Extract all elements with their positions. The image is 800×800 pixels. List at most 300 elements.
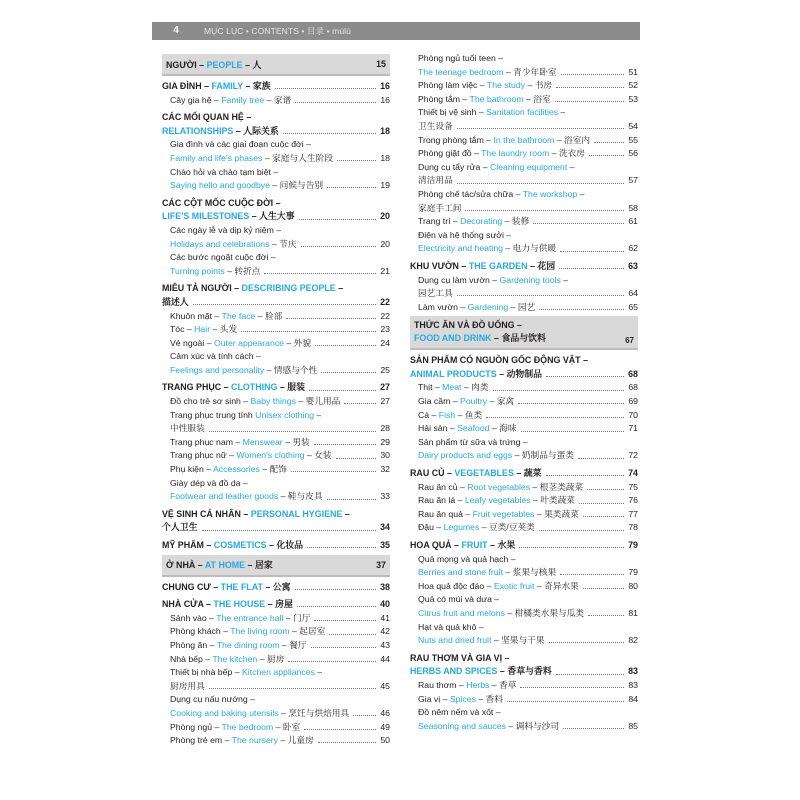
entry-text: Phòng chế tác/sửa chữa –: [418, 188, 523, 199]
toc-entry[interactable]: [410, 481, 638, 495]
toc-entry[interactable]: [162, 490, 390, 504]
entry-label: [170, 436, 310, 450]
toc-entry[interactable]: [162, 463, 390, 477]
entry-label: [162, 508, 350, 522]
entry-label: [170, 612, 310, 626]
entry-text: –: [558, 107, 566, 118]
page-ref: 77: [628, 508, 638, 519]
english-term: FOOD AND DRINK: [414, 333, 492, 344]
entry-text: – 节庆: [269, 238, 297, 249]
toc-entry[interactable]: [162, 436, 390, 450]
toc-entry[interactable]: [410, 134, 638, 148]
dot-leader: [327, 499, 376, 500]
entry-label: [418, 693, 503, 707]
toc-heading: [410, 652, 638, 666]
dot-leader: [315, 345, 376, 346]
entry-label: [170, 693, 255, 707]
dot-leader: [520, 687, 624, 688]
entry-label: [418, 174, 453, 188]
entry-text: – 儿童房: [278, 735, 314, 746]
page-ref: 64: [628, 288, 638, 299]
toc-entry[interactable]: [162, 395, 390, 409]
english-term: PEOPLE: [206, 59, 243, 70]
toc-entry[interactable]: [410, 174, 638, 188]
entry-label: [170, 409, 321, 423]
entry-label: [418, 634, 545, 648]
entry-label: [170, 707, 349, 721]
entry-label: [418, 607, 584, 621]
dot-leader: [329, 634, 376, 635]
page-ref: 37: [376, 559, 386, 570]
entry-text: Điện và hệ thống sưởi –: [418, 229, 512, 240]
entry-label: [410, 539, 515, 553]
toc-entry[interactable]: [162, 721, 390, 735]
toc-entry[interactable]: [410, 634, 638, 648]
toc-entry: [162, 350, 390, 364]
entry-text: – 柑橘类水果与瓜类: [504, 607, 585, 618]
dot-leader: [555, 101, 624, 102]
dot-leader: [583, 516, 624, 517]
entry-label: [410, 354, 588, 368]
entry-text: Rau ăn củ –: [418, 481, 468, 492]
page-ref: 15: [376, 59, 386, 69]
entry-text: – 烹饪与烘焙用具: [278, 707, 350, 718]
entry-text: – 脸部: [255, 310, 283, 321]
toc-entry[interactable]: [410, 147, 638, 161]
toc-entry[interactable]: [410, 422, 638, 436]
page-ref: 67: [625, 336, 634, 346]
toc-entry[interactable]: [410, 395, 638, 409]
english-term: DESCRIBING PEOPLE: [241, 283, 336, 294]
dot-leader: [314, 444, 376, 445]
toc-entry[interactable]: [410, 580, 638, 594]
entry-text: – 海味: [489, 423, 517, 434]
english-term: LIFE'S MILESTONES: [162, 211, 250, 222]
entry-text: 中性服装: [170, 423, 205, 434]
toc-entry[interactable]: [162, 152, 390, 166]
english-term: Meat: [442, 382, 462, 393]
entry-text: Rau thơm –: [418, 679, 467, 690]
page-ref: 32: [380, 464, 390, 475]
toc-entry[interactable]: [410, 242, 638, 256]
toc-entry[interactable]: [162, 337, 390, 351]
english-term: HERBS AND SPICES: [410, 666, 498, 677]
english-term: Poultry: [460, 396, 488, 407]
entry-text: Hạt và quả khô –: [418, 621, 484, 632]
entry-label: [170, 449, 332, 463]
dot-leader: [533, 223, 624, 224]
entry-text: – 叶类蔬菜: [530, 495, 575, 506]
dot-leader: [321, 372, 376, 373]
entry-text: – 转折点: [224, 265, 261, 276]
english-term: Accessories: [213, 464, 260, 475]
dot-leader: [318, 742, 376, 743]
page-ref: 69: [628, 396, 638, 407]
entry-label: [162, 598, 293, 612]
entry-label: [170, 639, 307, 653]
english-term: Menswear: [242, 436, 283, 447]
entry-label: [418, 161, 575, 175]
toc-heading[interactable]: [410, 665, 638, 679]
toc-entry[interactable]: [410, 607, 638, 621]
header-title: MỤC LỤC • CONTENTS • 目录 • mùlù: [204, 26, 351, 36]
toc-entry[interactable]: [162, 680, 390, 694]
dot-leader: [507, 701, 624, 702]
toc-heading[interactable]: [162, 598, 390, 612]
entry-text: – 根茎类蔬菜: [530, 481, 584, 492]
english-term: The kitchen: [212, 653, 258, 664]
toc-heading[interactable]: [162, 539, 390, 553]
entry-label: [162, 125, 279, 139]
toc-entry[interactable]: [162, 653, 390, 667]
entry-text: 家庭手工间: [418, 202, 462, 213]
entry-text: Thiết bị vệ sinh –: [418, 107, 487, 118]
english-term: RELATIONSHIPS: [162, 125, 234, 136]
english-term: Seasoning and sauces: [418, 720, 506, 731]
english-term: Footwear and leather goods: [170, 491, 279, 502]
entry-label: [418, 566, 556, 580]
english-term: CLOTHING: [231, 382, 278, 393]
toc-entry[interactable]: [162, 238, 390, 252]
entry-text: Các ngày lễ và dịp kỷ niệm –: [170, 224, 282, 235]
english-term: The bathroom: [469, 93, 524, 104]
entry-text: – 豆类/豆荚类: [479, 522, 535, 533]
page-ref: 30: [380, 450, 390, 461]
page-header-bar: [152, 22, 640, 40]
entry-text: Gia vị –: [418, 693, 450, 704]
entry-label: [418, 134, 590, 148]
page-ref: 16: [380, 94, 390, 105]
english-term: ANIMAL PRODUCTS: [410, 368, 497, 379]
entry-label: [410, 665, 552, 679]
toc-entry[interactable]: [410, 66, 638, 80]
english-term: Root vegetables: [467, 481, 531, 492]
dot-leader: [556, 87, 624, 88]
entry-text: –: [342, 508, 350, 519]
toc-column-left: [162, 52, 390, 748]
toc-entry: [410, 553, 638, 567]
page-ref: 33: [380, 491, 390, 502]
english-term: Decorating: [460, 216, 503, 227]
entry-text: – 香草与香料: [497, 666, 552, 677]
english-term: Holidays and celebrations: [170, 238, 270, 249]
entry-text: – 头发: [210, 324, 238, 335]
entry-text: –: [335, 283, 344, 294]
dot-leader: [295, 589, 376, 590]
toc-heading: [410, 354, 638, 368]
toc-heading[interactable]: [162, 381, 390, 395]
entry-text: – 鱼类: [455, 409, 483, 420]
entry-text: – 人际关系: [233, 125, 279, 136]
page-ref: 50: [380, 735, 390, 746]
toc-entry: [162, 251, 390, 265]
page-ref: 29: [380, 436, 390, 447]
dot-leader: [301, 246, 376, 247]
entry-label: [170, 166, 278, 180]
dot-leader: [291, 471, 376, 472]
english-term: The workshop: [522, 188, 578, 199]
toc-entry: [162, 166, 390, 180]
toc-entry: [410, 106, 638, 120]
toc-entry[interactable]: [162, 625, 390, 639]
english-term: The dining room: [216, 639, 280, 650]
dot-leader: [518, 403, 624, 404]
toc-entry[interactable]: [410, 494, 638, 508]
toc-entry[interactable]: [162, 707, 390, 721]
entry-text: Cảm xúc và tính cách –: [170, 351, 261, 362]
toc-entry[interactable]: [162, 449, 390, 463]
english-term: The teenage bedroom: [418, 66, 504, 77]
page-ref: 68: [628, 382, 638, 393]
page-ref: 45: [380, 680, 390, 691]
toc-entry[interactable]: [162, 639, 390, 653]
english-term: Saying hello and goodbye: [170, 180, 270, 191]
entry-label: [418, 494, 575, 508]
toc-heading[interactable]: [162, 210, 390, 224]
page-ref: 82: [628, 635, 638, 646]
page-ref: 74: [628, 468, 638, 479]
toc-entry[interactable]: [410, 409, 638, 423]
english-term: Women's clothing: [236, 450, 305, 461]
entry-label: [162, 210, 295, 224]
toc-entry[interactable]: [410, 566, 638, 580]
entry-label: [418, 720, 559, 734]
toc-heading: [162, 111, 390, 125]
page-ref: 21: [380, 265, 390, 276]
entry-text: Đậu –: [418, 522, 444, 533]
dot-leader: [561, 74, 624, 75]
page-ref: 16: [380, 81, 390, 91]
toc-heading[interactable]: [410, 368, 638, 382]
toc-entry: [410, 188, 638, 202]
toc-entry[interactable]: [162, 364, 390, 378]
english-term: Nuts and dried fruit: [418, 635, 492, 646]
toc-entry[interactable]: [410, 120, 638, 134]
toc-heading[interactable]: [162, 80, 390, 94]
entry-text: 清洁用品: [418, 175, 453, 186]
toc-entry[interactable]: [162, 612, 390, 626]
entry-label: [170, 490, 323, 504]
toc-entry[interactable]: [162, 323, 390, 337]
entry-text: Quả mọng và quả hạch –: [418, 553, 516, 564]
toc-entry[interactable]: [162, 179, 390, 193]
toc-entry: [162, 224, 390, 238]
entry-text: RAU THƠM VÀ GIA VỊ –: [410, 652, 510, 663]
entry-text: – 餐厅: [279, 639, 307, 650]
english-term: Kitchen appliances: [241, 667, 315, 678]
toc-entry[interactable]: [410, 301, 638, 315]
entry-label: [418, 93, 551, 107]
entry-label: [418, 409, 482, 423]
toc-entry[interactable]: [162, 310, 390, 324]
dot-leader: [457, 295, 624, 296]
english-term: Electricity and heating: [418, 243, 503, 254]
page-ref: 19: [380, 180, 390, 191]
toc-entry[interactable]: [410, 79, 638, 93]
entry-label: [418, 395, 514, 409]
entry-text: Dụng cụ nấu nướng –: [170, 694, 255, 705]
toc-entry[interactable]: [410, 449, 638, 463]
entry-label: [170, 422, 205, 436]
toc-entry[interactable]: [410, 521, 638, 535]
toc-entry[interactable]: [410, 202, 638, 216]
entry-text: – 果类蔬菜: [534, 508, 579, 519]
dot-leader: [288, 661, 376, 662]
english-term: The nursery: [231, 735, 279, 746]
entry-label: [418, 215, 529, 229]
toc-entry[interactable]: [162, 734, 390, 748]
entry-label: [170, 251, 276, 265]
entry-text: – 浆果与核果: [503, 567, 557, 578]
entry-text: Khuôn mặt –: [170, 310, 222, 321]
dot-leader: [588, 615, 624, 616]
entry-text: Sản phẩm từ sữa và trứng –: [418, 436, 528, 447]
entry-text: – 青少年卧室: [503, 66, 557, 77]
entry-label: [418, 553, 516, 567]
toc-entry: [410, 229, 638, 243]
entry-label: [418, 274, 568, 288]
toc-heading[interactable]: [410, 539, 638, 553]
entry-text: Đồ nêm nếm và xốt –: [418, 707, 501, 718]
entry-text: – 家族: [243, 81, 271, 91]
dot-leader: [297, 606, 376, 607]
toc-column-right: [410, 52, 638, 733]
section-band[interactable]: [162, 555, 390, 577]
dot-leader: [209, 431, 376, 432]
entry-text: – 装修: [502, 216, 530, 227]
toc-heading[interactable]: [410, 260, 638, 274]
entry-text: – 肉类: [461, 382, 489, 393]
toc-entry: [410, 621, 638, 635]
dot-leader: [264, 273, 376, 274]
entry-label: [418, 436, 528, 450]
page-ref: 84: [628, 693, 638, 704]
entry-text: NGƯỜI –: [166, 59, 207, 70]
entry-text: Cây gia hệ –: [170, 94, 222, 105]
entry-text: – 洗衣房: [549, 148, 585, 159]
entry-label: [162, 539, 303, 553]
entry-text: MIÊU TẢ NGƯỜI –: [162, 283, 242, 294]
entry-text: Phòng làm việc –: [418, 80, 487, 91]
toc-entry[interactable]: [410, 215, 638, 229]
toc-entry[interactable]: [410, 381, 638, 395]
entry-text: – 家禽: [487, 396, 515, 407]
entry-text: Dụng cụ tẩy rửa –: [418, 161, 490, 172]
entry-text: GIA ĐÌNH –: [162, 81, 212, 91]
page-ref: 83: [628, 679, 638, 690]
dot-leader: [578, 458, 624, 459]
entry-text: – 人: [242, 59, 262, 70]
toc-heading[interactable]: [162, 521, 390, 535]
entry-label: [418, 706, 501, 720]
dot-leader: [521, 431, 624, 432]
entry-text: Hoa quả độc đáo –: [418, 580, 494, 591]
dot-leader: [556, 674, 624, 675]
entry-text: – 配饰: [259, 464, 287, 475]
english-term: Legumes: [443, 522, 480, 533]
dot-leader: [344, 403, 376, 404]
entry-label: [418, 449, 574, 463]
dot-leader: [309, 390, 376, 391]
toc-entry[interactable]: [410, 679, 638, 693]
toc-entry: [162, 477, 390, 491]
english-term: In the bathroom: [493, 134, 555, 145]
entry-text: – 奇异水果: [534, 580, 579, 591]
page-ref: 68: [628, 368, 638, 379]
english-term: The face: [221, 310, 256, 321]
entry-text: Chào hỏi và chào tạm biệt –: [170, 166, 279, 177]
entry-label: [170, 680, 205, 694]
toc-entry: [410, 706, 638, 720]
english-term: Cleaning equipment: [489, 161, 568, 172]
dot-leader: [546, 376, 624, 377]
entry-text: Phụ kiện –: [170, 464, 213, 475]
toc-entry[interactable]: [162, 422, 390, 436]
toc-entry[interactable]: [410, 93, 638, 107]
english-term: The study: [486, 80, 526, 91]
entry-text: – 家庭与人生阶段: [262, 152, 333, 163]
toc-entry[interactable]: [410, 720, 638, 734]
page-ref: 43: [380, 639, 390, 650]
page-ref: 49: [380, 721, 390, 732]
toc-heading[interactable]: [162, 581, 390, 595]
dot-leader: [493, 390, 624, 391]
dot-leader: [594, 142, 624, 143]
entry-label: [418, 106, 565, 120]
dot-leader: [539, 530, 624, 531]
page-ref: 79: [628, 540, 638, 550]
entry-label: [162, 197, 281, 211]
dot-leader: [457, 128, 624, 129]
toc-entry[interactable]: [410, 508, 638, 522]
section-band[interactable]: [162, 54, 390, 76]
entry-label: [170, 323, 237, 337]
english-term: Feelings and personality: [170, 364, 265, 375]
english-term: Dairy products and eggs: [418, 450, 513, 461]
dot-leader: [519, 547, 624, 548]
dot-leader: [353, 715, 376, 716]
dot-leader: [560, 574, 624, 575]
toc-entry[interactable]: [162, 265, 390, 279]
toc-heading[interactable]: [162, 296, 390, 310]
entry-text: –: [577, 188, 585, 199]
toc-heading[interactable]: [162, 125, 390, 139]
toc-entry[interactable]: [410, 287, 638, 301]
page-ref: 65: [628, 301, 638, 312]
page-ref: 28: [380, 423, 390, 434]
entry-label: [418, 79, 552, 93]
entry-label: [170, 310, 282, 324]
dot-leader: [286, 318, 376, 319]
entry-label: [418, 621, 484, 635]
page-ref: 80: [628, 580, 638, 591]
entry-text: 个人卫生: [162, 522, 198, 533]
section-band[interactable]: [410, 316, 638, 350]
english-term: The entrance hall: [216, 612, 284, 623]
toc-heading[interactable]: [410, 467, 638, 481]
entry-text: Phòng ngủ tuổi teen –: [418, 53, 504, 63]
toc-entry[interactable]: [162, 94, 390, 108]
english-term: The bedroom: [221, 721, 274, 732]
entry-text: – 起居室: [289, 626, 326, 637]
entry-label: [418, 580, 579, 594]
page-ref: 61: [628, 216, 638, 227]
entry-label: [162, 296, 189, 310]
entry-text: – 鞋与皮具: [278, 491, 323, 502]
page-ref: 18: [380, 152, 390, 163]
toc-entry[interactable]: [410, 693, 638, 707]
english-term: The laundry room: [481, 148, 550, 159]
